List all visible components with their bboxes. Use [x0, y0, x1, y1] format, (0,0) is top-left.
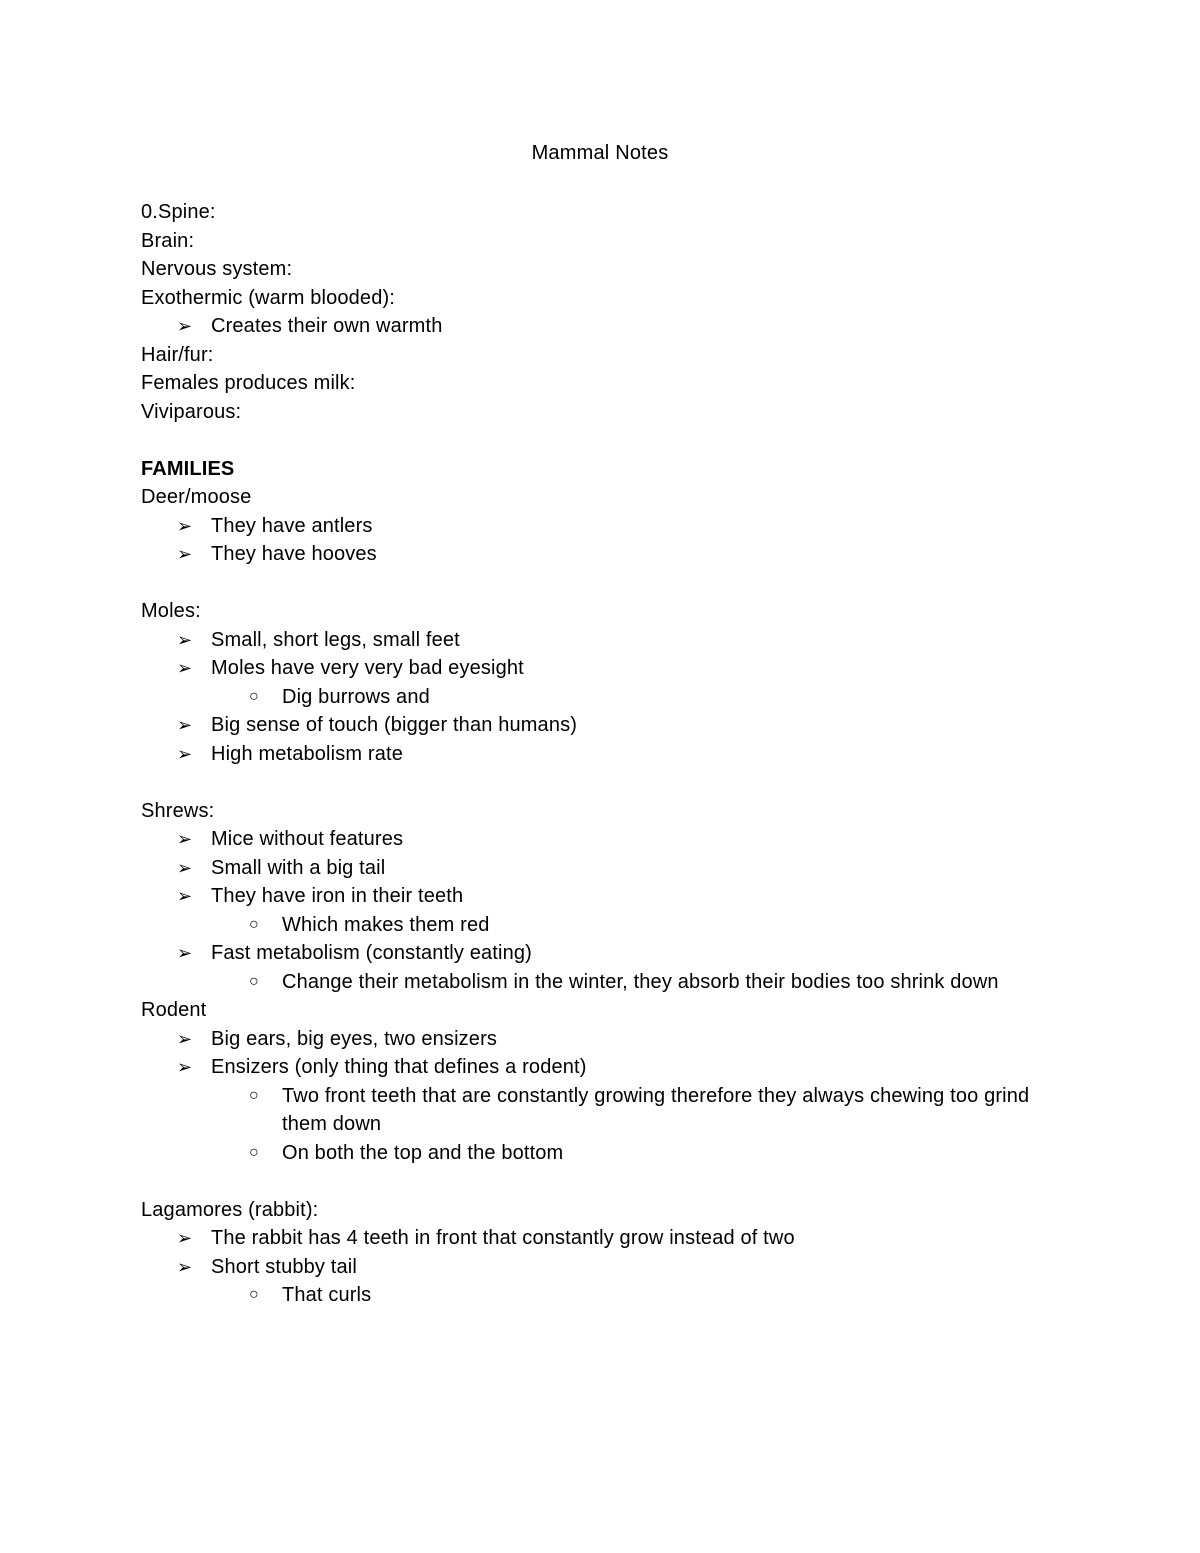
- family-shrews-heading: Shrews:: [141, 799, 215, 822]
- circle-bullet-icon: ○: [249, 1143, 259, 1161]
- list-item: [141, 882, 1061, 911]
- list-item-text: Small with a big tail: [211, 856, 386, 879]
- trait-spine: 0.Spine:: [141, 201, 216, 223]
- trait-viviparous: Viviparous:: [141, 400, 242, 423]
- trait-nervous-system: Nervous system:: [141, 258, 293, 280]
- list-item: [141, 512, 1061, 541]
- arrow-bullet-icon: ➢: [177, 1028, 193, 1049]
- document-body: [141, 198, 1061, 1310]
- list-item-text: They have hooves: [211, 543, 377, 565]
- sub-list-item: [141, 968, 1061, 997]
- trait-brain: Brain:: [141, 229, 195, 252]
- family-moles-heading: Moles:: [141, 600, 201, 622]
- trait-hair: Hair/fur:: [141, 343, 214, 366]
- list-item-text: The rabbit has 4 teeth in front that constantly grow instead of two: [211, 1227, 795, 1249]
- arrow-bullet-icon: ➢: [177, 1057, 193, 1077]
- spacer: [141, 1167, 1061, 1196]
- family-deer-heading: Deer/moose: [141, 486, 252, 508]
- arrow-bullet-icon: ➢: [177, 857, 193, 878]
- arrow-bullet-icon: ➢: [177, 715, 193, 735]
- sub-list-item: [141, 911, 1061, 940]
- spacer: [141, 569, 1061, 598]
- list-item: [141, 740, 1061, 769]
- circle-bullet-icon: ○: [249, 972, 259, 990]
- circle-bullet-icon: ○: [249, 687, 259, 705]
- list-item: [141, 1053, 1061, 1082]
- list-item-text: Moles have very very bad eyesight: [211, 657, 524, 679]
- family-rabbit-heading: Lagamores (rabbit):: [141, 1198, 319, 1221]
- list-item: [141, 312, 1061, 341]
- list-item-text: Short stubby tail: [211, 1255, 357, 1278]
- list-item: [141, 1025, 1061, 1054]
- arrow-bullet-icon: ➢: [177, 743, 193, 764]
- sub-list-item: [141, 1082, 1061, 1139]
- family-rodent-heading: Rodent: [141, 999, 207, 1021]
- trait-milk: Females produces milk:: [141, 372, 356, 394]
- list-item: [141, 854, 1061, 883]
- sub-list-item-text: On both the top and the bottom: [282, 1141, 564, 1164]
- list-item-text: Big ears, big eyes, two ensizers: [211, 1027, 498, 1050]
- list-item: [141, 1253, 1061, 1282]
- arrow-bullet-icon: ➢: [177, 629, 193, 650]
- list-item-text: Small, short legs, small feet: [211, 628, 460, 651]
- list-item-text: Fast metabolism (constantly eating): [211, 942, 532, 964]
- list-item-text: Creates their own warmth: [211, 315, 443, 337]
- sub-list-item-text: Two front teeth that are constantly growing therefore they always chewing too grind them down: [282, 1084, 1030, 1135]
- arrow-bullet-icon: ➢: [177, 1256, 193, 1277]
- list-item-text: They have iron in their teeth: [211, 885, 464, 907]
- list-item: [141, 939, 1061, 968]
- list-item: [141, 1224, 1061, 1253]
- sub-list-item: [141, 1281, 1061, 1310]
- list-item-text: They have antlers: [211, 514, 373, 537]
- list-item: [141, 626, 1061, 655]
- list-item-text: Ensizers (only thing that defines a rodent): [211, 1056, 587, 1078]
- arrow-bullet-icon: ➢: [177, 658, 193, 678]
- sub-list-item: [141, 683, 1061, 712]
- arrow-bullet-icon: ➢: [177, 943, 193, 963]
- sub-list-item-text: That curls: [282, 1284, 372, 1306]
- circle-bullet-icon: ○: [249, 915, 259, 933]
- sub-list-item-text: Change their metabolism in the winter, they absorb their bodies too shrink down: [282, 970, 999, 993]
- spacer: [141, 426, 1061, 455]
- arrow-bullet-icon: ➢: [177, 515, 193, 536]
- list-item-text: Big sense of touch (bigger than humans): [211, 714, 578, 736]
- arrow-bullet-icon: ➢: [177, 829, 193, 849]
- list-item-text: Mice without features: [211, 828, 404, 850]
- circle-bullet-icon: ○: [249, 1286, 259, 1303]
- circle-bullet-icon: ○: [249, 1086, 259, 1104]
- list-item: [141, 711, 1061, 740]
- families-heading: FAMILIES: [141, 457, 235, 480]
- arrow-bullet-icon: ➢: [177, 886, 193, 906]
- list-item-text: High metabolism rate: [211, 742, 403, 765]
- list-item: [141, 654, 1061, 683]
- spacer: [141, 768, 1061, 797]
- document-title: Mammal Notes: [531, 142, 669, 164]
- list-item: [141, 825, 1061, 854]
- sub-list-item-text: Dig burrows and: [282, 685, 430, 708]
- sub-list-item-text: Which makes them red: [282, 913, 490, 936]
- sub-list-item: [141, 1139, 1061, 1168]
- arrow-bullet-icon: ➢: [177, 316, 193, 336]
- arrow-bullet-icon: ➢: [177, 544, 193, 564]
- list-item: [141, 540, 1061, 569]
- trait-exothermic: Exothermic (warm blooded):: [141, 286, 395, 309]
- arrow-bullet-icon: ➢: [177, 1228, 193, 1248]
